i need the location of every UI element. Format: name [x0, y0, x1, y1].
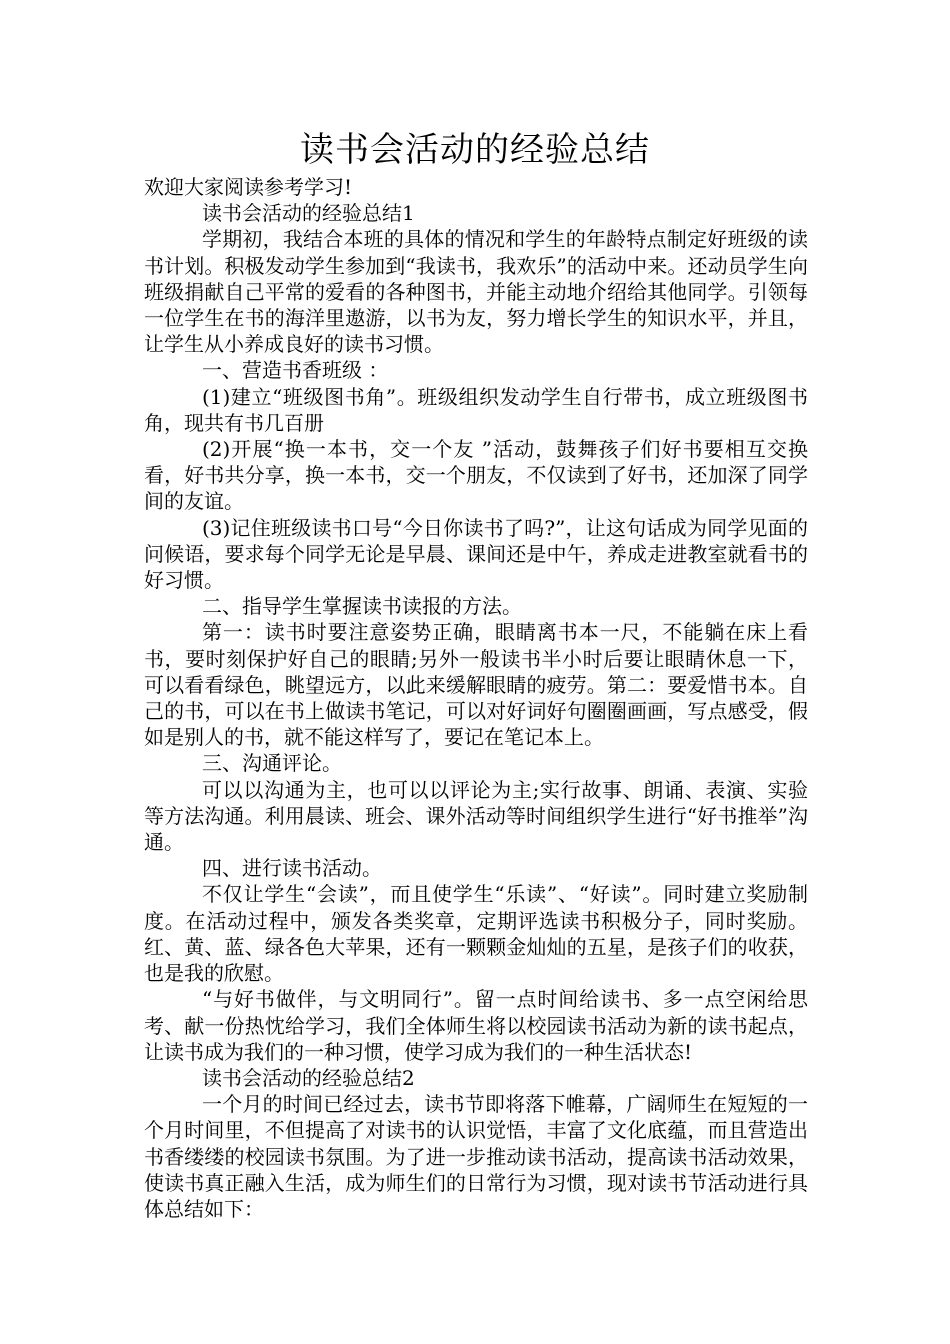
section-heading: 读书会活动的经验总结1 — [202, 201, 415, 226]
document-title: 读书会活动的经验总结 — [300, 130, 650, 170]
paragraph: 第一：读书时要注意姿势正确，眼睛离书本一尺，不能躺在床上看书，要时刻保护好自己的眼睛;另外一般读书半小时后要让眼睛休息一下，可以看看绿色，眺望远方，以此来缓解眼睛的疲劳。第二：要爱惜书本。自己的书，可以在书上做读书笔记，可以对好词好句圈圈画画，写点感受，假如是别人的书，就不能这样写了，要记在笔记本上。 — [144, 620, 808, 750]
paragraph: (2)开展“换一本书，交一个友 ”活动，鼓舞孩子们好书要相互交换看，好书共分享，换一本书，交一个朋友，不仅读到了好书，还加深了同学间的友谊。 — [144, 437, 808, 514]
paragraph: 一个月的时间已经过去，读书节即将落下帷幕，广阔师生在短短的一个月时间里，不但提高了对读书的认识觉悟，丰富了文化底蕴，而且营造出书香缕缕的校园读书氛围。为了进一步推动读书活动，提高读书活动效果，使读书真正融入生活，成为师生们的日常行为习惯，现对读书节活动进行具体总结如下： — [144, 1092, 808, 1221]
subsection-heading: 三、沟通评论。 — [202, 751, 342, 776]
intro-line: 欢迎大家阅读参考学习! — [144, 175, 353, 199]
document-body — [144, 174, 808, 1222]
subsection-heading: 一、营造书香班级 ： — [202, 358, 389, 383]
section-heading: 读书会活动的经验总结2 — [202, 1065, 415, 1090]
subsection-heading: 二、指导学生掌握读书读报的方法。 — [202, 594, 522, 619]
paragraph: 不仅让学生“会读”，而且使学生“乐读”、“好读”。同时建立奖励制度。在活动过程中，颁发各类奖章，定期评选读书积极分子，同时奖励。红、黄、蓝、绿各色大苹果，还有一颗颗金灿灿的五星，是孩子们的收获，也是我的欣慰。 — [144, 882, 808, 986]
paragraph: (3)记住班级读书口号“今日你读书了吗?”，让这句话成为同学见面的问候语，要求每个同学无论是早晨、课间还是中午，养成走进教室就看书的好习惯。 — [144, 515, 808, 593]
paragraph: (1)建立“班级图书角”。班级组织发动学生自行带书，成立班级图书角，现共有书几百册 — [144, 384, 808, 435]
paragraph: “与好书做伴，与文明同行”。留一点时间给读书、多一点空闲给思考、献一份热忱给学习，我们全体师生将以校园读书活动为新的读书起点，让读书成为我们的一种习惯，使学习成为我们的一种生活状态! — [144, 987, 808, 1064]
paragraph: 可以以沟通为主，也可以以评论为主;实行故事、朗诵、表演、实验等方法沟通。利用晨读、班会、课外活动等时间组织学生进行“好书推举”沟通。 — [144, 777, 808, 855]
subsection-heading: 四、进行读书活动。 — [202, 856, 382, 881]
paragraph: 学期初，我结合本班的具体的情况和学生的年龄特点制定好班级的读书计划。积极发动学生参加到“我读书，我欢乐”的活动中来。还动员学生向班级捐献自己平常的爱看的各种图书，并能主动地介绍给其他同学。引领每一位学生在书的海洋里遨游，以书为友，努力增长学生的知识水平，并且，让学生从小养成良好的读书习惯。 — [144, 227, 808, 357]
